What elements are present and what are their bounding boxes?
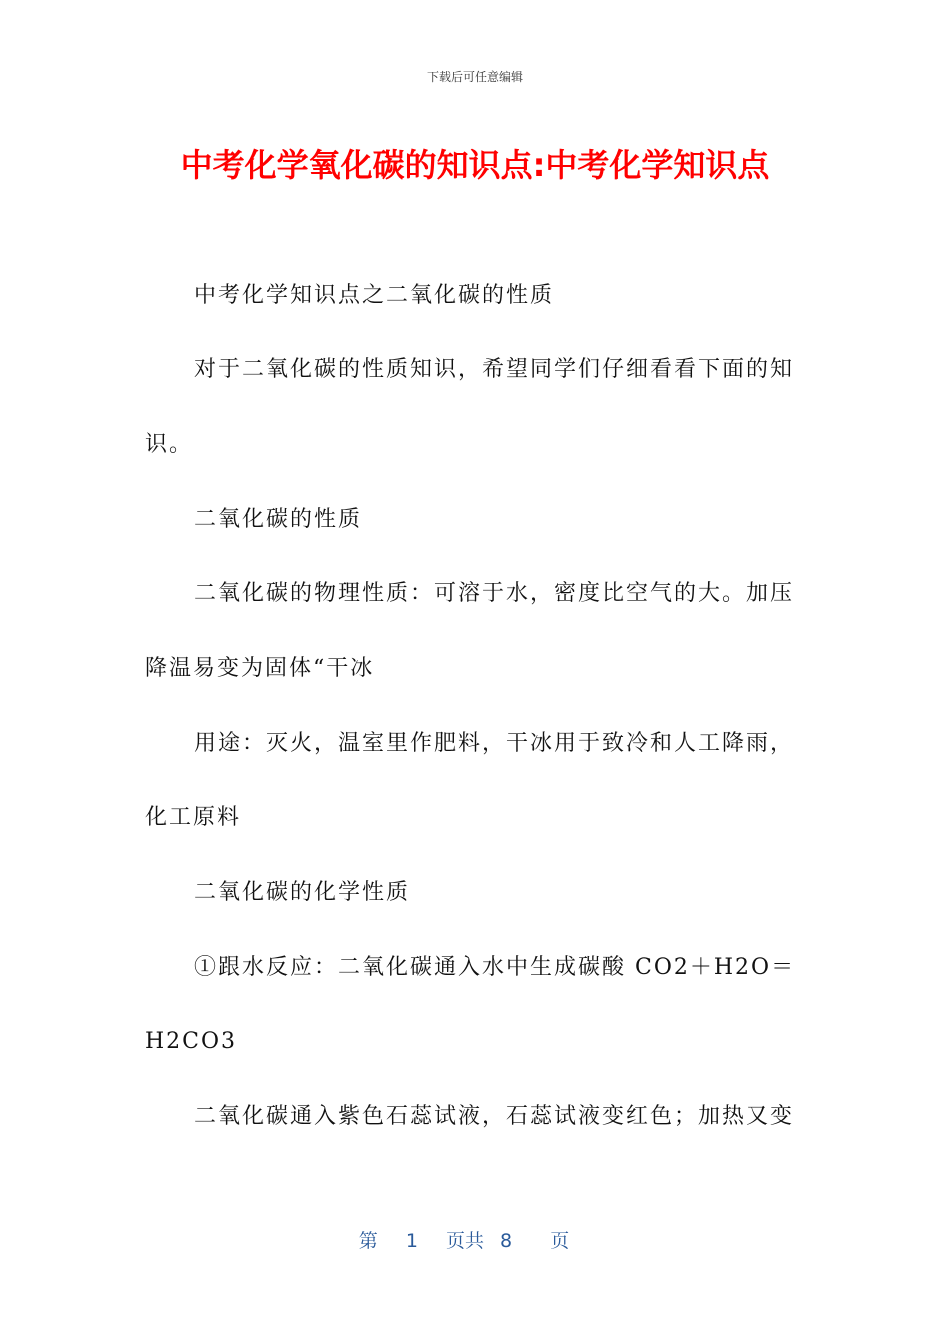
paragraph-line: 对于二氧化碳的性质知识，希望同学们仔细看看下面的知 <box>194 357 795 382</box>
paragraph-line: 中考化学知识点之二氧化碳的性质 <box>194 283 555 308</box>
footer-prefix: 第 <box>358 1230 378 1252</box>
paragraph-line: 降温易变为固体“干冰 <box>145 656 375 681</box>
paragraph-line: ①跟水反应：二氧化碳通入水中生成碳酸 CO2＋H2O＝ <box>194 955 796 980</box>
paragraph-line: 化工原料 <box>145 805 242 830</box>
paragraph-line: 用途：灭火，温室里作肥料，干冰用于致冷和人工降雨， <box>194 731 795 756</box>
paragraph-line: 识。 <box>145 432 194 457</box>
header-note: 下载后可任意编辑 <box>426 70 523 84</box>
paragraph-line: 二氧化碳的物理性质：可溶于水，密度比空气的大。加压 <box>194 581 795 606</box>
paragraph-line: 二氧化碳通入紫色石蕊试液，石蕊试液变红色；加热又变 <box>194 1104 795 1129</box>
paragraph-line: 二氧化碳的化学性质 <box>194 880 411 905</box>
footer-middle: 页共 <box>445 1230 484 1252</box>
footer-suffix: 页 <box>550 1230 570 1252</box>
paragraph-line: H2CO3 <box>145 1029 238 1054</box>
document-title: 中考化学氧化碳的知识点:中考化学知识点 <box>180 146 770 184</box>
footer-total-pages: 8 <box>500 1230 513 1252</box>
paragraph-line: 二氧化碳的性质 <box>194 507 363 532</box>
page-footer <box>0 1226 950 1253</box>
footer-page-number: 1 <box>405 1230 418 1252</box>
